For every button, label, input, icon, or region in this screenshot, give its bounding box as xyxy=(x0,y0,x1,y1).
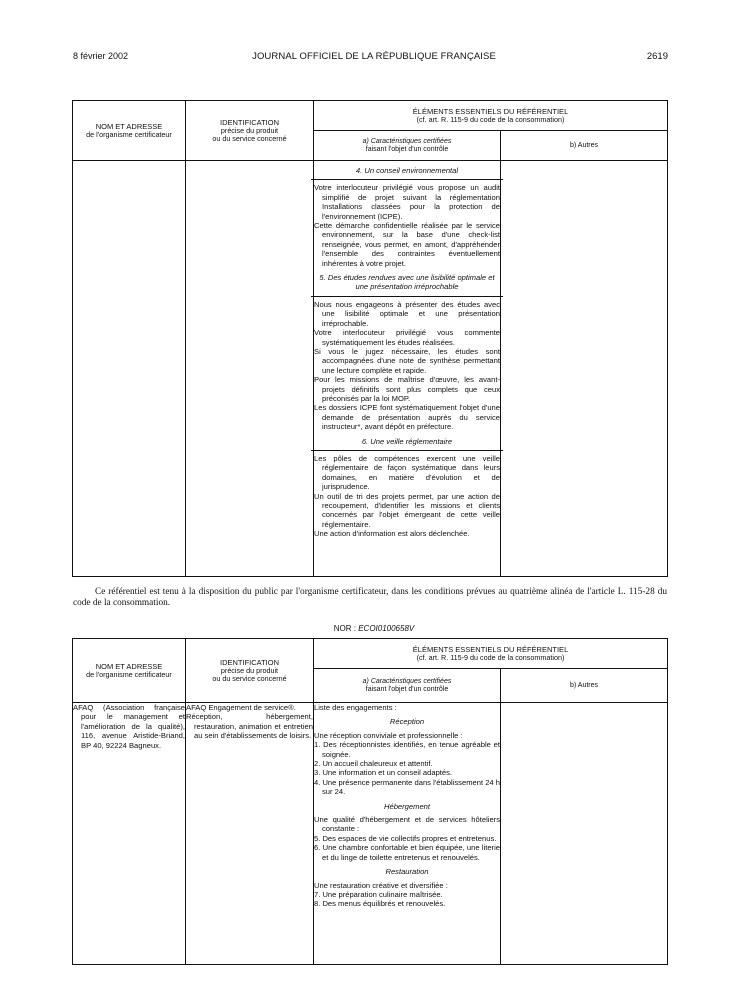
paragraph: Cette démarche confidentielle réalisée par le service environnement, sur la base d'une check-list renseignée, vous permet, en amont, d'appréhender l'ensemble des contraintes éventuellement inhérentes à votre projet. xyxy=(314,221,500,268)
organisme-address: AFAQ (Association française pour le management et l'amélioration de la qualité), 116, avenue Aristide-Briand, BP 40, 92224 Bagneux. xyxy=(73,703,185,750)
paragraph: Une restauration créative et diversifiée : xyxy=(314,880,448,890)
product-name: AFAQ Engagement de service®. xyxy=(186,703,296,712)
col-header-identification: IDENTIFICATION précise du produit ou du service concerné xyxy=(186,101,314,161)
nor-code: ECOI0100658V xyxy=(358,624,415,633)
cell-organisme xyxy=(73,703,186,965)
subheader-caracteristiques: a) Caractéristiques certifiées faisant l'objet d'un contrôle xyxy=(314,669,501,703)
journal-title: JOURNAL OFFICIEL DE LA RÉPUBLIQUE FRANÇAISE xyxy=(252,51,496,62)
list-item: 5. Des espaces de vie collectifs propres et entretenus. xyxy=(314,833,497,843)
page-number: 2619 xyxy=(646,51,668,62)
paragraph: Une réception conviviale et professionnelle : xyxy=(314,730,463,740)
section-title: 6. Une veille réglementaire xyxy=(361,436,453,446)
cell-identification-empty xyxy=(186,161,314,577)
nor-label: NOR : xyxy=(333,624,356,633)
list-item: 7. Une préparation culinaire maîtrisée. xyxy=(314,889,443,899)
cell-identification xyxy=(186,703,314,965)
section-title: 5. Des études rendues avec une lisibilité optimale et une présentation irréprochable xyxy=(319,273,495,292)
cell-caracteristiques xyxy=(314,161,501,577)
list-item: 3. Une information et un conseil adaptés. xyxy=(314,768,453,778)
divider xyxy=(311,179,503,180)
paragraph: Votre interlocuteur privilégié vous propose un audit simplifié de projet suivant la réglementation Installations classées pour la protection de l'environnement (ICPE). xyxy=(314,183,500,221)
paragraph: Pour les missions de maîtrise d'œuvre, les avant-projets définitifs sont plus complets que ceux préconisés par la loi MOP. xyxy=(314,375,500,403)
paragraph: Une qualité d'hébergement et de services hôteliers constante : xyxy=(314,815,500,834)
cell-autres-empty xyxy=(501,161,668,577)
cell-caracteristiques xyxy=(314,703,501,965)
col-header-identification: IDENTIFICATION précise du produit ou du service concerné xyxy=(186,639,314,703)
paragraph: Si vous le jugez nécessaire, les études sont accompagnées d'une note de synthèse permettant une lecture complète et rapide. xyxy=(314,346,500,375)
paragraph: Nous nous engageons à présenter des études avec une lisibilité optimale et une présentation irréprochable. xyxy=(314,299,500,328)
list-item: 4. Une présence permanente dans l'établissement 24 h sur 24. xyxy=(314,777,500,797)
paragraph: Un outil de tri des projets permet, par une action de recoupement, d'identifier les missions et clients concernés par l'objet émergeant de cette veille réglementaire. xyxy=(314,491,500,529)
divider xyxy=(311,296,503,297)
product-scope: Réception, hébergement, restauration, animation et entretien au sein d'établissements de loisirs. xyxy=(186,712,313,741)
list-item: 6. Une chambre confortable et bien équipée, une literie et du linge de toilette entretenus et renouvelés. xyxy=(314,843,500,862)
col-header-organisme: NOM ET ADRESSE de l'organisme certificateur xyxy=(73,639,186,703)
col-header-elements: ÉLÉMENTS ESSENTIELS DU RÉFÉRENTIEL (cf. art. R. 115-9 du code de la consommation) xyxy=(314,101,668,131)
paragraph: Liste des engagements : xyxy=(314,703,397,712)
col-header-organisme: NOM ET ADRESSE de l'organisme certificateur xyxy=(73,101,186,161)
nor-reference xyxy=(0,624,748,633)
paragraph: Les dossiers ICPE font systématiquement l'objet d'une demande de présentation auprès du service instructeur*, avant dépôt en préfecture. xyxy=(314,403,500,432)
divider xyxy=(311,450,503,451)
header-date: 8 février 2002 xyxy=(73,51,129,61)
referentiel-note: Ce référentiel est tenu à la disposition du public par l'organisme certificateur, dans les conditions prévues au quatrième alinéa de l'article L. 115-28 du code de la consommation. xyxy=(73,587,667,608)
list-item: 8. Des menus équilibrés et renouvelés. xyxy=(314,899,446,909)
referentiel-table-2 xyxy=(72,638,668,965)
list-item: 1. Des réceptionnistes identifiés, en tenue agréable et soignée. xyxy=(314,740,500,759)
referentiel-table-1 xyxy=(72,100,668,577)
list-item: 2. Un accueil chaleureux et attentif. xyxy=(314,759,433,769)
paragraph: Les pôles de compétences exercent une veille réglementaire de façon systématique dans leurs domaines, en matière d'évolution et de jurisprudence. xyxy=(314,453,500,492)
paragraph: Une action d'information est alors déclenchée. xyxy=(314,529,470,539)
section-title: Réception xyxy=(389,717,425,727)
subheader-caracteristiques: a) Caractéristiques certifiées faisant l'objet d'un contrôle xyxy=(314,131,501,161)
section-title: 4. Un conseil environnemental xyxy=(355,166,459,175)
cell-organisme-empty xyxy=(73,161,186,577)
col-header-elements: ÉLÉMENTS ESSENTIELS DU RÉFÉRENTIEL (cf. art. R. 115-9 du code de la consommation) xyxy=(314,639,668,669)
section-title: Restauration xyxy=(385,867,429,877)
subheader-autres: b) Autres xyxy=(501,669,668,703)
section-title: Hébergement xyxy=(383,801,430,811)
subheader-autres: b) Autres xyxy=(501,131,668,161)
paragraph: Votre interlocuteur privilégié vous commente systématiquement les études réalisées. xyxy=(314,328,500,347)
cell-autres-empty xyxy=(501,703,668,965)
